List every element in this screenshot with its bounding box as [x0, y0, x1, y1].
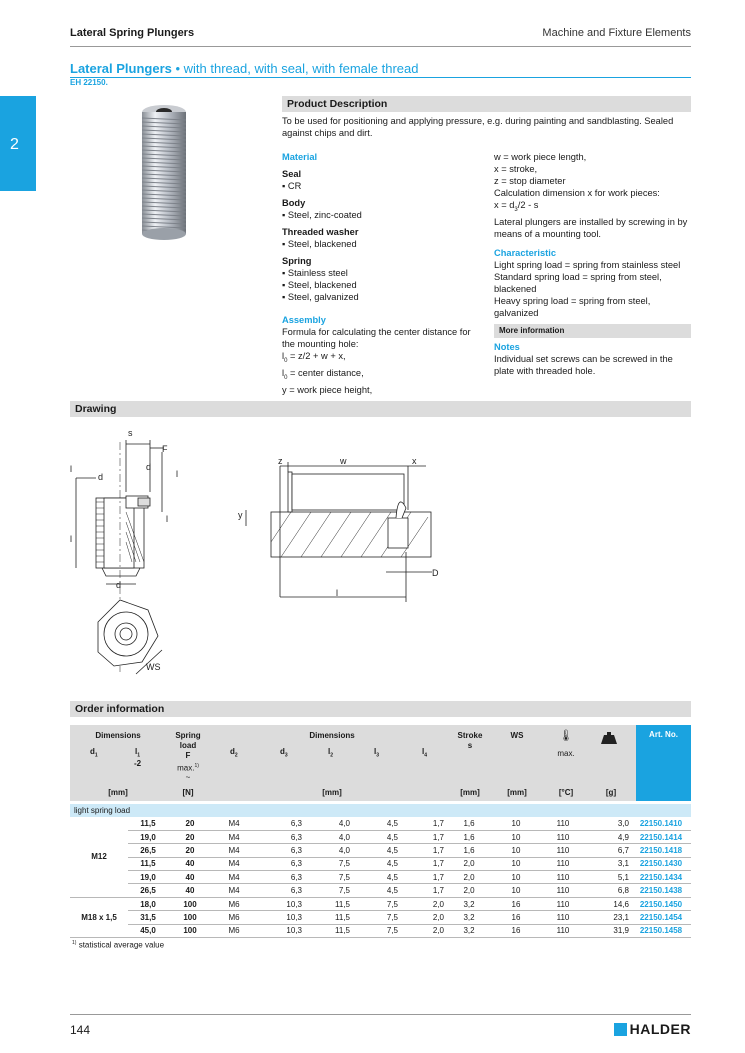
- characteristic-line: Standard spring load = spring from steel, blackened: [494, 271, 662, 294]
- cell-g: 3,1: [586, 857, 631, 870]
- cell-ws: 10: [492, 857, 540, 870]
- cell-ws: 10: [492, 817, 540, 830]
- spring-item: ▪ Stainless steel: [282, 268, 348, 278]
- cell-l1: 11,5: [128, 857, 168, 870]
- cell-t: 110: [540, 884, 586, 897]
- unit-g: [g]: [605, 788, 617, 797]
- cell-l3: 4,5: [352, 844, 400, 857]
- label-d1: d: [116, 580, 122, 590]
- product-image: [128, 102, 200, 242]
- cell-l3: 7,5: [352, 924, 400, 937]
- cell-art[interactable]: 22150.1418: [631, 844, 691, 857]
- unit-mm2: [mm]: [322, 788, 342, 797]
- cell-l4: 1,7: [400, 830, 446, 843]
- cell-t: 110: [540, 897, 586, 910]
- cell-art[interactable]: 22150.1450: [631, 897, 691, 910]
- cell-t: 110: [540, 871, 586, 884]
- cell-l3: 4,5: [352, 884, 400, 897]
- col-temp-max: max.: [557, 749, 575, 758]
- table-row: [70, 830, 691, 843]
- cell-g: 23,1: [586, 911, 631, 924]
- col-l4: $l_4$: [422, 747, 428, 759]
- label-w: w: [340, 456, 347, 466]
- group-label: light spring load: [70, 804, 691, 817]
- cell-g: 4,9: [586, 830, 631, 843]
- cell-ws: 16: [492, 897, 540, 910]
- cell-d3: 6,3: [256, 884, 304, 897]
- seal-item: ▪ CR: [282, 181, 302, 191]
- col-ws: WS: [510, 731, 524, 740]
- cell-art[interactable]: 22150.1454: [631, 911, 691, 924]
- header-left: Lateral Spring Plungers: [70, 27, 195, 39]
- cell-l4: 2,0: [400, 897, 446, 910]
- spring-heading: Spring: [282, 256, 312, 266]
- cell-t: 110: [540, 924, 586, 937]
- chapter-tab[interactable]: 2: [0, 96, 36, 191]
- weight-icon: [596, 731, 622, 743]
- characteristic-line: Heavy spring load = spring from steel, galvanized: [494, 295, 651, 318]
- cell-d2: M6: [212, 911, 256, 924]
- cell-t: 110: [540, 817, 586, 830]
- col-spring: Spring load F: [175, 731, 201, 760]
- unit-mm1: [mm]: [108, 788, 128, 797]
- cell-d3: 6,3: [256, 844, 304, 857]
- cell-f: 20: [168, 817, 212, 830]
- cell-l1: 26,5: [128, 844, 168, 857]
- drawing-heading: Drawing: [70, 401, 691, 417]
- cell-l2: 11,5: [304, 911, 352, 924]
- cell-d2: M4: [212, 830, 256, 843]
- cell-f: 40: [168, 871, 212, 884]
- cell-d1: M18 x 1,5: [70, 897, 128, 937]
- table-row: [70, 911, 691, 924]
- order-table: [70, 817, 691, 938]
- description-left-column: [282, 151, 477, 396]
- col-d1: $d_1$: [90, 747, 98, 759]
- label-ws: WS: [146, 662, 161, 672]
- cell-s: 1,6: [446, 817, 492, 830]
- cell-l2: 4,0: [304, 830, 352, 843]
- cell-art[interactable]: 22150.1410: [631, 817, 691, 830]
- cell-l1: 31,5: [128, 911, 168, 924]
- cell-d2: M4: [212, 884, 256, 897]
- cell-t: 110: [540, 830, 586, 843]
- cell-l2: 7,5: [304, 884, 352, 897]
- body-heading: Body: [282, 198, 306, 208]
- col-stroke: Stroke s: [457, 731, 483, 750]
- characteristic-heading: Characteristic: [494, 247, 557, 258]
- title-rest: • with thread, with seal, with female thread: [171, 61, 419, 76]
- cell-l4: 2,0: [400, 924, 446, 937]
- cell-f: 40: [168, 884, 212, 897]
- footer-divider: [70, 1014, 691, 1015]
- cell-art[interactable]: 22150.1430: [631, 857, 691, 870]
- col-l2: $l_2$: [328, 747, 334, 759]
- assembly-heading: Assembly: [282, 315, 326, 325]
- cell-g: 31,9: [586, 924, 631, 937]
- cell-l4: 1,7: [400, 844, 446, 857]
- assembly-center: $l_0$ = center distance,: [282, 367, 364, 381]
- cell-d3: 6,3: [256, 830, 304, 843]
- cell-l3: 4,5: [352, 830, 400, 843]
- cell-t: 110: [540, 844, 586, 857]
- col-dimensions: Dimensions: [95, 731, 141, 740]
- cell-g: 14,6: [586, 897, 631, 910]
- washer-item: ▪ Steel, blackened: [282, 239, 357, 249]
- cell-ws: 10: [492, 884, 540, 897]
- notes-text: Individual set screws can be screwed in the plate with threaded hole.: [494, 353, 673, 376]
- right-line: z = stop diameter: [494, 176, 566, 186]
- cell-d2: M6: [212, 897, 256, 910]
- cell-ws: 16: [492, 911, 540, 924]
- label-l1: l: [70, 534, 72, 544]
- cell-l4: 2,0: [400, 911, 446, 924]
- cell-l4: 1,7: [400, 817, 446, 830]
- washer-heading: Threaded washer: [282, 227, 359, 237]
- col-l1: $l_1$ -2: [134, 747, 142, 768]
- right-mount: Lateral plungers are installed by screwing in by means of a mounting tool.: [494, 216, 688, 239]
- label-s: s: [128, 428, 133, 438]
- cell-l2: 11,5: [304, 924, 352, 937]
- description-intro: To be used for positioning and applying pressure, e.g. during painting and sandblasting. Sealed against chips and dirt.: [282, 116, 674, 138]
- cell-s: 3,2: [446, 911, 492, 924]
- col-l3: $l_3$: [374, 747, 380, 759]
- more-info-heading: More information: [494, 324, 691, 338]
- cell-d3: 10,3: [256, 924, 304, 937]
- cell-l1: 18,0: [128, 897, 168, 910]
- cell-d2: M6: [212, 924, 256, 937]
- cell-s: 2,0: [446, 857, 492, 870]
- characteristic-line: Light spring load = spring from stainless steel: [494, 259, 681, 270]
- col-dimensions2: Dimensions: [309, 731, 355, 740]
- label-x: x: [412, 456, 417, 466]
- cell-l3: 4,5: [352, 871, 400, 884]
- cell-l1: 26,5: [128, 884, 168, 897]
- unit-c: [°C]: [558, 788, 574, 797]
- cell-l2: 4,0: [304, 844, 352, 857]
- header-divider: [70, 46, 691, 47]
- cell-l1: 19,0: [128, 830, 168, 843]
- assembly-formula: $l_0 = z/2 + w + x$,: [282, 351, 346, 364]
- cell-g: 5,1: [586, 871, 631, 884]
- cell-d2: M4: [212, 871, 256, 884]
- table-row: [70, 817, 691, 830]
- label-f: F: [162, 444, 168, 454]
- cell-s: 3,2: [446, 897, 492, 910]
- cell-f: 20: [168, 830, 212, 843]
- label-d3: d: [146, 462, 152, 472]
- col-artno: Art. No.: [636, 725, 691, 801]
- cell-d3: 10,3: [256, 911, 304, 924]
- cell-d3: 6,3: [256, 857, 304, 870]
- description-right-column: [494, 151, 691, 377]
- col-spring-max: max.$^{1)}$ ~: [177, 763, 199, 782]
- cell-d1: M12: [70, 817, 128, 897]
- label-l2: l: [70, 464, 72, 474]
- cell-l1: 19,0: [128, 871, 168, 884]
- cell-f: 100: [168, 897, 212, 910]
- header-right: Machine and Fixture Elements: [542, 27, 691, 39]
- cell-f: 100: [168, 924, 212, 937]
- cell-d3: 10,3: [256, 897, 304, 910]
- cell-ws: 10: [492, 871, 540, 884]
- label-d2: d: [98, 472, 104, 482]
- product-description-heading: Product Description: [282, 96, 691, 112]
- cell-s: 1,6: [446, 844, 492, 857]
- cell-l1: 11,5: [128, 817, 168, 830]
- table-row: [70, 897, 691, 910]
- assembly-text: Formula for calculating the center distance for the mounting hole:: [282, 327, 471, 349]
- cell-ws: 10: [492, 830, 540, 843]
- right-line: w = work piece length,: [494, 152, 587, 162]
- table-row: [70, 884, 691, 897]
- right-line: Calculation dimension x for work pieces:: [494, 188, 660, 198]
- cell-g: 3,0: [586, 817, 631, 830]
- spring-item: ▪ Steel, blackened: [282, 280, 357, 290]
- cell-ws: 16: [492, 924, 540, 937]
- cell-g: 6,8: [586, 884, 631, 897]
- right-formula: $x = d_3/2 - s$: [494, 200, 539, 213]
- unit-mm3: [mm]: [460, 788, 480, 797]
- cell-l2: 11,5: [304, 897, 352, 910]
- label-d: D: [432, 568, 439, 578]
- material-heading: Material: [282, 152, 318, 162]
- cell-f: 100: [168, 911, 212, 924]
- cell-l2: 4,0: [304, 817, 352, 830]
- cell-d2: M4: [212, 817, 256, 830]
- seal-heading: Seal: [282, 169, 302, 179]
- order-table-header: [70, 725, 691, 801]
- body-item: ▪ Steel, zinc-coated: [282, 210, 362, 220]
- cell-d2: M4: [212, 844, 256, 857]
- cell-l3: 7,5: [352, 911, 400, 924]
- right-line: x = stroke,: [494, 164, 538, 174]
- col-d2: $d_2$: [230, 747, 238, 759]
- cell-d3: 6,3: [256, 817, 304, 830]
- assembly-height: y = work piece height,: [282, 384, 373, 395]
- cell-l2: 7,5: [304, 857, 352, 870]
- cell-s: 1,6: [446, 830, 492, 843]
- cell-f: 20: [168, 844, 212, 857]
- cell-s: 2,0: [446, 871, 492, 884]
- cell-f: 40: [168, 857, 212, 870]
- footnote: $^{1)}$ statistical average value: [72, 940, 165, 950]
- cell-t: 110: [540, 857, 586, 870]
- table-row: [70, 871, 691, 884]
- cell-art[interactable]: 22150.1414: [631, 830, 691, 843]
- brand-logo: HALDER: [614, 1021, 691, 1037]
- order-heading: Order information: [70, 701, 691, 717]
- unit-n: [N]: [182, 788, 194, 797]
- label-l4: l: [176, 469, 178, 479]
- cell-d2: M4: [212, 857, 256, 870]
- cell-s: 3,2: [446, 924, 492, 937]
- cell-art[interactable]: 22150.1458: [631, 924, 691, 937]
- cell-s: 2,0: [446, 884, 492, 897]
- cell-t: 110: [540, 911, 586, 924]
- label-l0: l: [336, 588, 338, 598]
- cell-l4: 1,7: [400, 884, 446, 897]
- table-row: [70, 924, 691, 937]
- table-row: [70, 844, 691, 857]
- title-bold: Lateral Plungers: [70, 61, 172, 76]
- spring-item: ▪ Steel, galvanized: [282, 292, 359, 302]
- cell-l4: 1,7: [400, 857, 446, 870]
- cell-ws: 10: [492, 844, 540, 857]
- unit-mm4: [mm]: [507, 788, 527, 797]
- product-title: [70, 61, 691, 78]
- table-row: [70, 857, 691, 870]
- cell-l2: 7,5: [304, 871, 352, 884]
- cell-g: 6,7: [586, 844, 631, 857]
- cell-art[interactable]: 22150.1434: [631, 871, 691, 884]
- cell-d3: 6,3: [256, 871, 304, 884]
- cell-l1: 45,0: [128, 924, 168, 937]
- cell-l4: 1,7: [400, 871, 446, 884]
- page-number: 144: [70, 1023, 91, 1037]
- cell-l3: 7,5: [352, 897, 400, 910]
- col-d3: $d_3$: [280, 747, 288, 759]
- notes-heading: Notes: [494, 341, 520, 352]
- cell-art[interactable]: 22150.1438: [631, 884, 691, 897]
- cell-l3: 4,5: [352, 817, 400, 830]
- technical-drawing: [66, 422, 466, 692]
- label-l3: l: [166, 514, 168, 524]
- label-z: z: [278, 456, 283, 466]
- label-y: y: [238, 510, 243, 520]
- thermometer-icon: 🌡: [559, 730, 573, 742]
- product-code: EH 22150.: [70, 78, 108, 87]
- cell-l3: 4,5: [352, 857, 400, 870]
